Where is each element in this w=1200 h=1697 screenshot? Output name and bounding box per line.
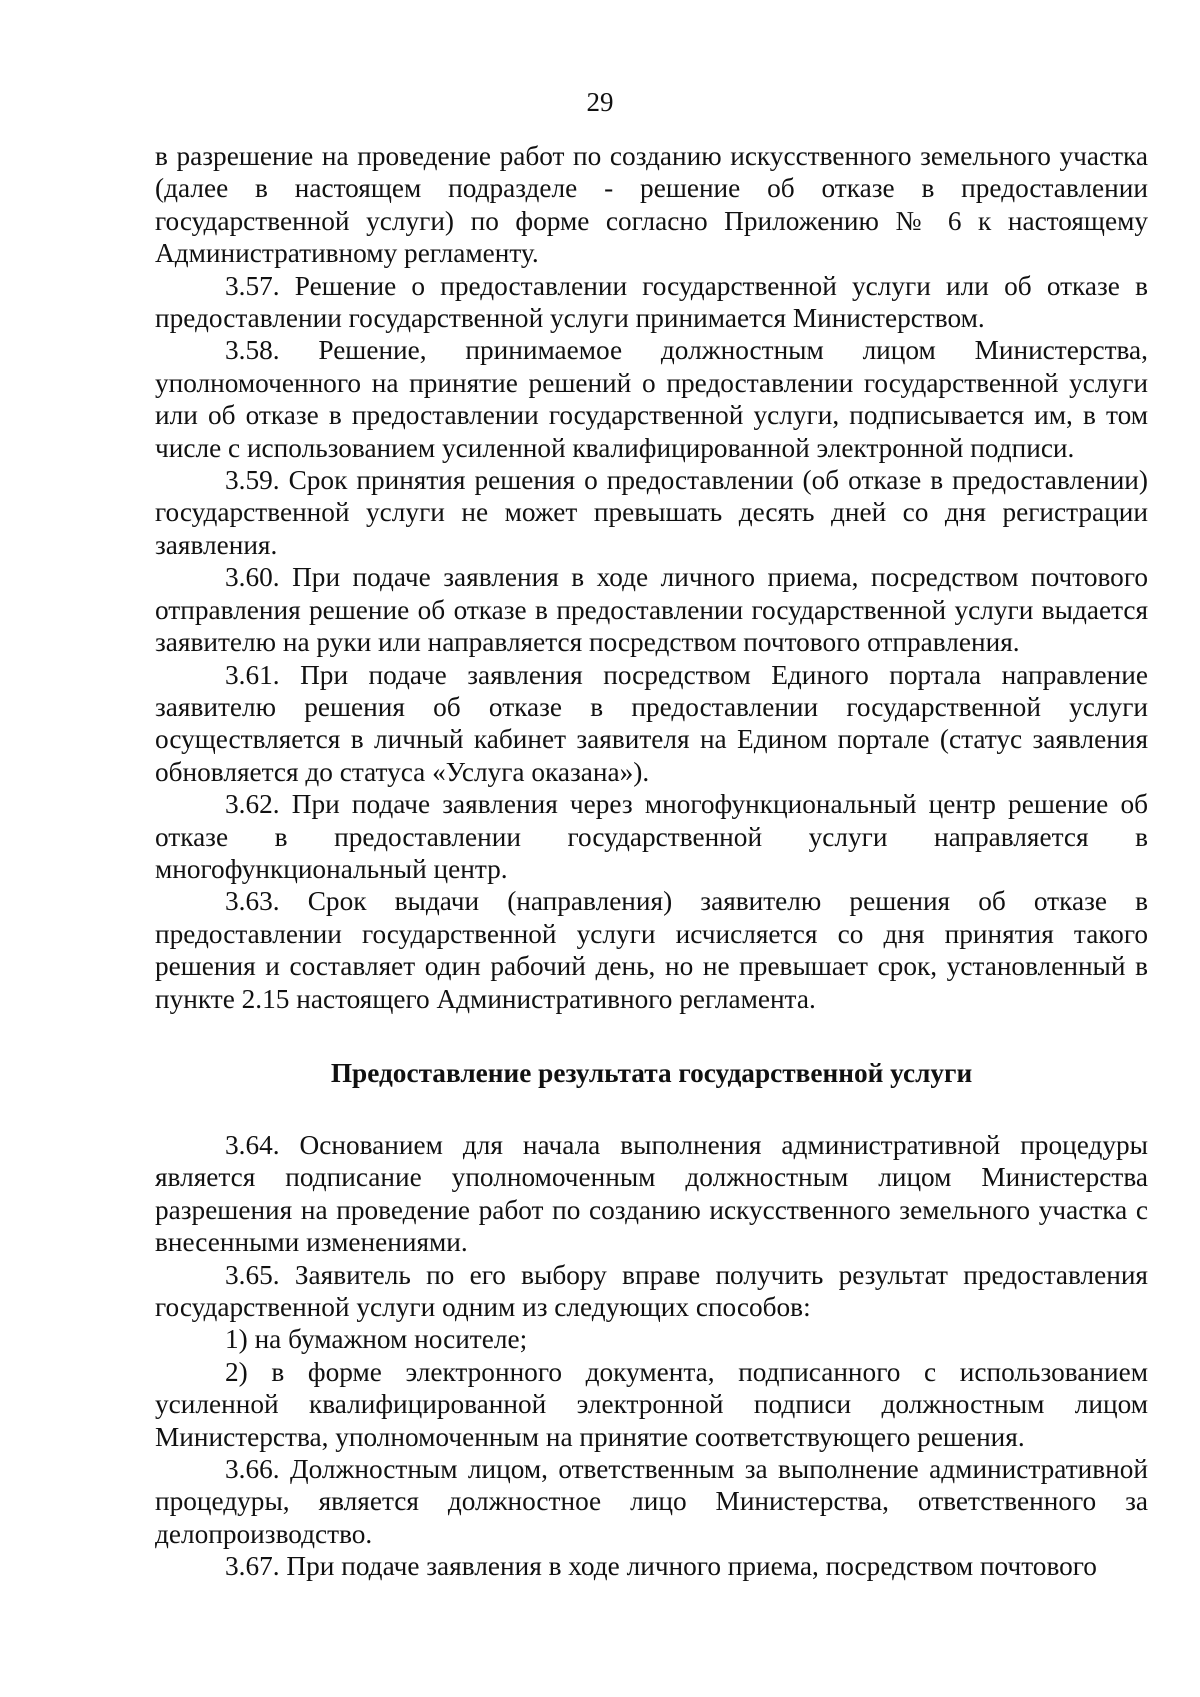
list-item-1: 1) на бумажном носителе; (225, 1324, 528, 1355)
paragraph-3-63: 3.63. Срок выдачи (направления) заявителю решения об отказе в предоставлении государственной услуги исчисляется со дня принятия такого решения и составляет один рабочий день, но не превышает срок, установленный в пункте 2.15 настоящего Административного регламента. (155, 886, 1148, 1014)
paragraph-3-62: 3.62. При подаче заявления через многофункциональный центр решение об отказе в предоставлении государственной услуги направляется в многофункциональный центр. (155, 789, 1148, 884)
paragraph-3-64: 3.64. Основанием для начала выполнения административной процедуры является подписание уполномоченным должностным лицом Министерства разрешения на проведение работ по созданию искусственного земельного участка с внесенными изменениями. (155, 1129, 1148, 1258)
paragraph-continuation: в разрешение на проведение работ по созданию искусственного земельного участка (далее в настоящем подразделе - решение об отказе в предоставлении государственной услуги) по форме согласно Приложению № 6 к настоящему Административному регламенту. (155, 141, 1148, 269)
section-heading: Предоставление результата государственной услуги (330, 1057, 973, 1088)
paragraph-3-67: 3.67. При подаче заявления в ходе личного приема, посредством почтового (225, 1551, 1097, 1582)
paragraph-3-58: 3.58. Решение, принимаемое должностным лицом Министерства, уполномоченного на принятие решений о предоставлении государственной услуги или об отказе в предоставлении государственной услуги, подписывается им, в том числе с использованием усиленной квалифицированной электронной подписи. (155, 335, 1148, 463)
page-number: 29 (586, 87, 614, 117)
paragraph-3-65: 3.65. Заявитель по его выбору вправе получить результат предоставления государственной услуги одним из следующих способов: (155, 1259, 1148, 1322)
document-body (155, 140, 1148, 1583)
list-item-2: 2) в форме электронного документа, подписанного с использованием усиленной квалифицированной электронной подписи должностным лицом Министерства, уполномоченным на принятие соответствующего решения. (155, 1356, 1148, 1452)
paragraph-3-66: 3.66. Должностным лицом, ответственным за выполнение административной процедуры, является должностное лицо Министерства, ответственного за делопроизводство. (155, 1454, 1148, 1549)
paragraph-3-61: 3.61. При подаче заявления посредством Единого портала направление заявителю решения об отказе в предоставлении государственной услуги осуществляется в личный кабинет заявителя на Едином портале (статус заявления обновляется до статуса «Услуга оказана»). (155, 659, 1148, 787)
paragraph-3-59: 3.59. Срок принятия решения о предоставлении (об отказе в предоставлении) государственной услуги не может превышать десять дней со дня регистрации заявления. (155, 465, 1148, 560)
paragraph-3-57: 3.57. Решение о предоставлении государственной услуги или об отказе в предоставлении государственной услуги принимается Министерством. (155, 270, 1148, 334)
paragraph-3-60: 3.60. При подаче заявления в ходе личного приема, посредством почтового отправления решение об отказе в предоставлении государственной услуги выдается заявителю на руки или направляется посредством почтового отправления. (155, 562, 1148, 658)
